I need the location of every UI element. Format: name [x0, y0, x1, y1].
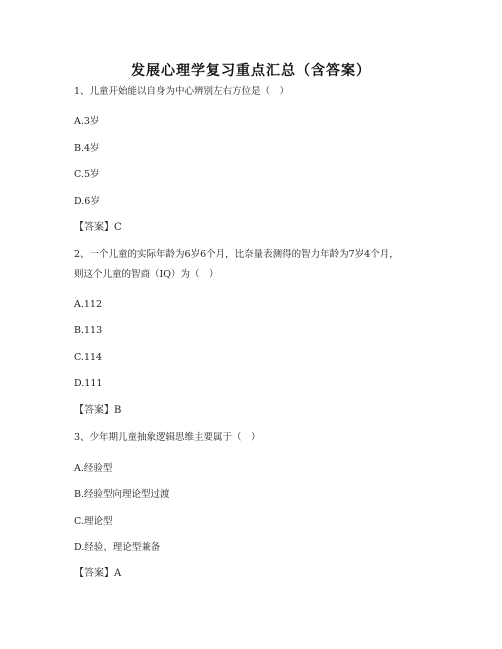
question-3-stem: 3、少年期儿童抽象逻辑思维主要属于（ ） — [74, 432, 261, 443]
question-2-option-b: B.113 — [74, 325, 103, 336]
question-3-option-d: D.经验、理论型兼备 — [74, 542, 161, 553]
question-2-stem-line-2: 则这个儿童的智商（IQ）为（ ） — [74, 269, 219, 280]
question-3-option-c: C.理论型 — [74, 516, 113, 527]
question-3-option-b: B.经验型向理论型过渡 — [74, 489, 170, 500]
question-2-answer: 【答案】B — [74, 405, 122, 416]
question-2-stem-line-1: 2、一个儿童的实际年龄为6岁6个月，比奈量表测得的智力年龄为7岁4个月， — [74, 249, 399, 260]
question-1-stem: 1、儿童开始能以自身为中心辨别左右方位是（ ） — [74, 86, 290, 97]
question-3-option-a: A.经验型 — [74, 463, 113, 474]
question-1-option-b: B.4岁 — [74, 143, 100, 154]
question-3-answer: 【答案】A — [74, 568, 122, 579]
question-2-option-c: C.114 — [74, 352, 103, 363]
question-1-answer: 【答案】C — [74, 222, 122, 233]
question-1-option-c: C.5岁 — [74, 169, 100, 180]
question-2-option-d: D.111 — [74, 378, 103, 389]
question-1-option-a: A.3岁 — [74, 116, 100, 127]
question-1-option-d: D.6岁 — [74, 196, 100, 207]
document-title: 发展心理学复习重点汇总（含答案） — [131, 63, 371, 79]
question-2-option-a: A.112 — [74, 299, 103, 310]
